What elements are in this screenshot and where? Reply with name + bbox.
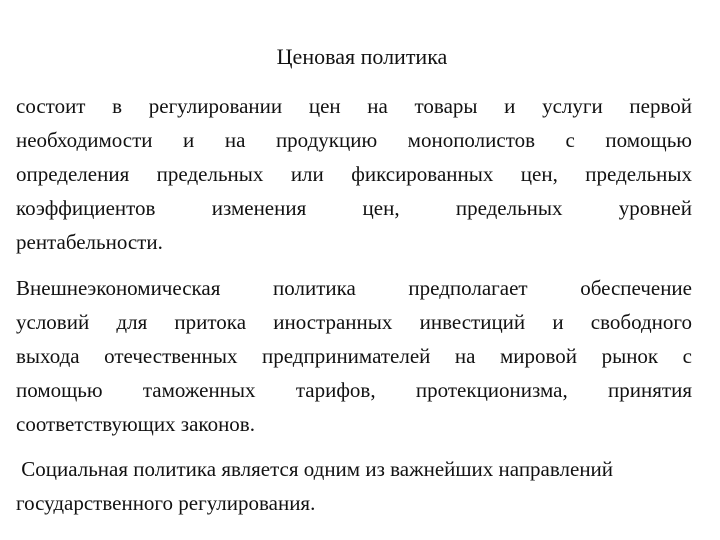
slide-title: Ценовая политика: [276, 44, 448, 69]
text-line: определения предельных или фиксированных цен, предельных: [16, 162, 692, 186]
text-line: необходимости и на продукцию монополистов с помощью: [16, 128, 692, 152]
text-line: соответствующих законов.: [16, 412, 255, 436]
text-line: рентабельности.: [16, 230, 163, 254]
text-line: помощью таможенных тарифов, протекционизма, принятия: [16, 378, 692, 402]
paragraph-foreign-economic-policy: [16, 271, 692, 441]
text-line: государственного регулирования.: [16, 491, 316, 515]
text-line: Внешнеэкономическая политика предполагает обеспечение: [16, 276, 692, 300]
text-line: условий для притока иностранных инвестиций и свободного: [16, 310, 692, 334]
text-line: Социальная политика является одним из важнейших направлений: [16, 457, 614, 481]
text-line: состоит в регулировании цен на товары и услуги первой: [16, 94, 692, 118]
text-line: коэффициентов изменения цен, предельных уровней: [16, 196, 692, 220]
paragraph-social-policy: [16, 452, 692, 520]
paragraph-price-policy: [16, 89, 692, 259]
text-line: выхода отечественных предпринимателей на мировой рынок с: [16, 344, 692, 368]
